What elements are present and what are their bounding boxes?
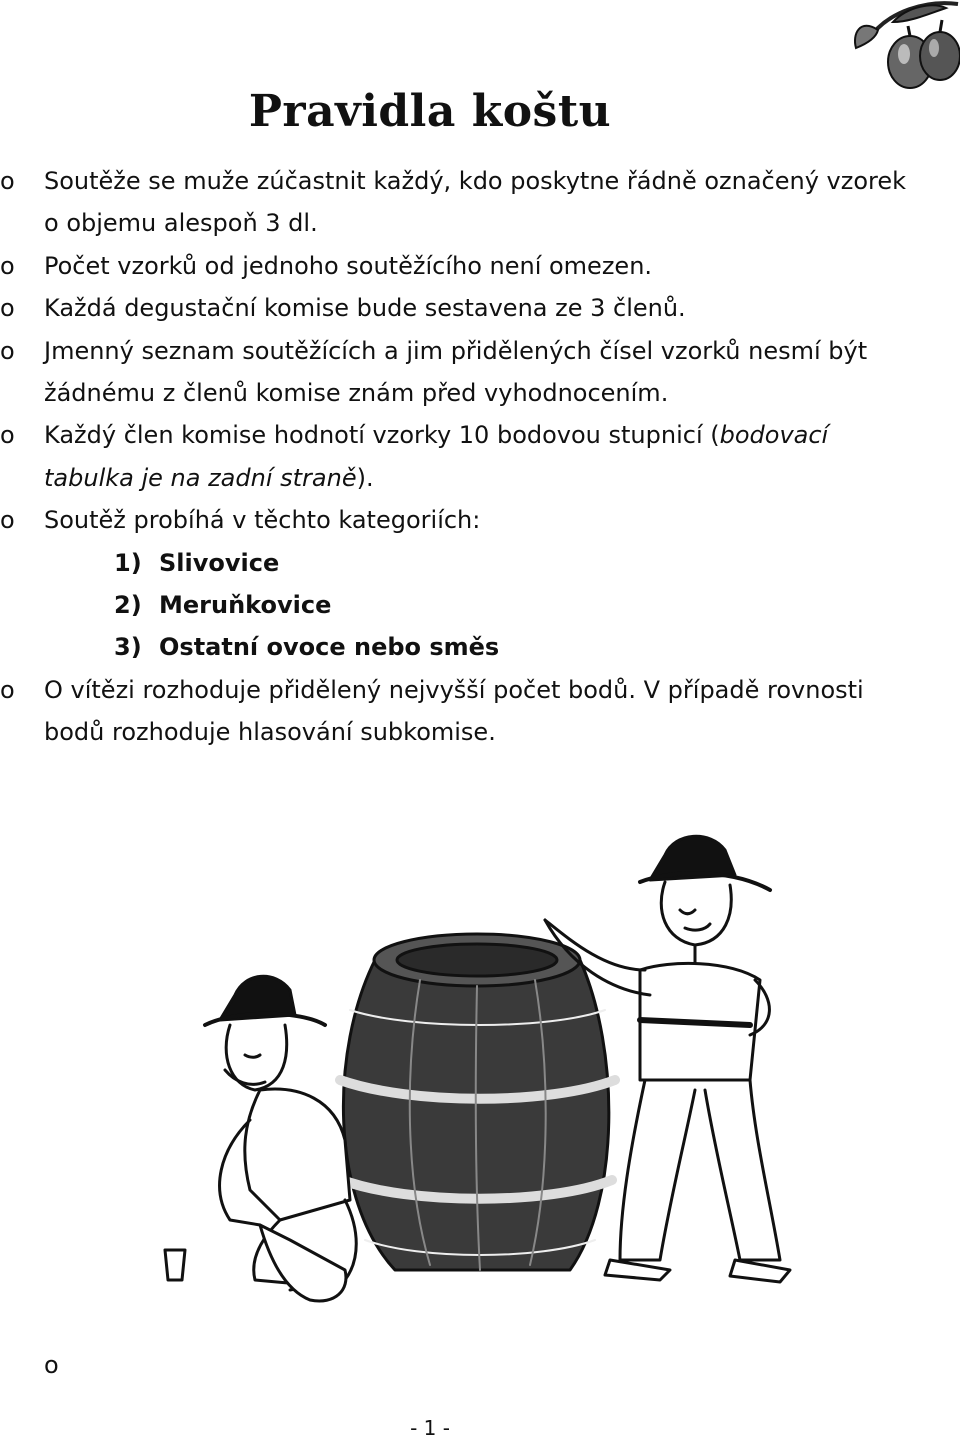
rule-text [44, 421, 828, 491]
bullet-marker: o [0, 506, 15, 535]
rule-item [0, 330, 960, 415]
rule-text: Soutěž probíhá v těchto kategoriích: [44, 506, 481, 535]
plum-branch-icon [848, 0, 960, 100]
category-item [44, 626, 920, 668]
category-number: 2) [114, 591, 142, 620]
page-title: Pravidla koštu [248, 86, 612, 137]
rule-item [0, 245, 960, 287]
trailing-bullet: o [44, 1351, 59, 1379]
rule-text-italic: bodovací tabulka je na zadní straně [44, 421, 829, 492]
bullet-marker: o [0, 336, 15, 365]
rule-item [0, 414, 960, 499]
rule-text: Počet vzorků od jednoho soutěžícího není omezen. [44, 251, 653, 280]
rule-item [0, 499, 960, 669]
rule-item [0, 160, 960, 245]
category-item [44, 584, 920, 626]
page-number: - 1 - [410, 1416, 450, 1440]
category-name: Slivovice [159, 548, 280, 577]
bullet-marker: o [0, 421, 15, 450]
bullet-marker: o [0, 675, 15, 704]
rule-text-after: ). [356, 463, 374, 492]
bullet-marker: o [0, 294, 15, 323]
rule-item [0, 287, 960, 329]
category-name: Ostatní ovoce nebo směs [159, 633, 500, 662]
rule-text: Soutěže se muže zúčastnit každý, kdo poskytne řádně označený vzorek o objemu alespoň 3 dl. [44, 167, 907, 238]
rule-item [0, 669, 960, 754]
category-name: Meruňkovice [159, 591, 332, 620]
category-number: 3) [114, 633, 142, 662]
rule-text: Každá degustační komise bude sestavena ze 3 členů. [44, 294, 686, 323]
category-list [44, 542, 920, 669]
two-men-with-wooden-barrel-illustration [150, 820, 800, 1340]
rule-text: Jmenný seznam soutěžících a jim přidělených čísel vzorků nesmí být žádnému z členů komise znám před vyhodnocením. [44, 336, 868, 408]
rule-text-before: Každý člen komise hodnotí vzorky 10 bodovou stupnicí ( [44, 421, 720, 450]
bullet-marker: o [0, 167, 15, 195]
rule-text: O vítězi rozhoduje přidělený nejvyšší počet bodů. V případě rovnosti bodů rozhoduje hlasování subkomise. [44, 675, 864, 747]
bullet-marker: o [0, 251, 15, 280]
category-number: 1) [114, 548, 142, 577]
category-item [44, 542, 920, 584]
rules-list [0, 160, 960, 754]
